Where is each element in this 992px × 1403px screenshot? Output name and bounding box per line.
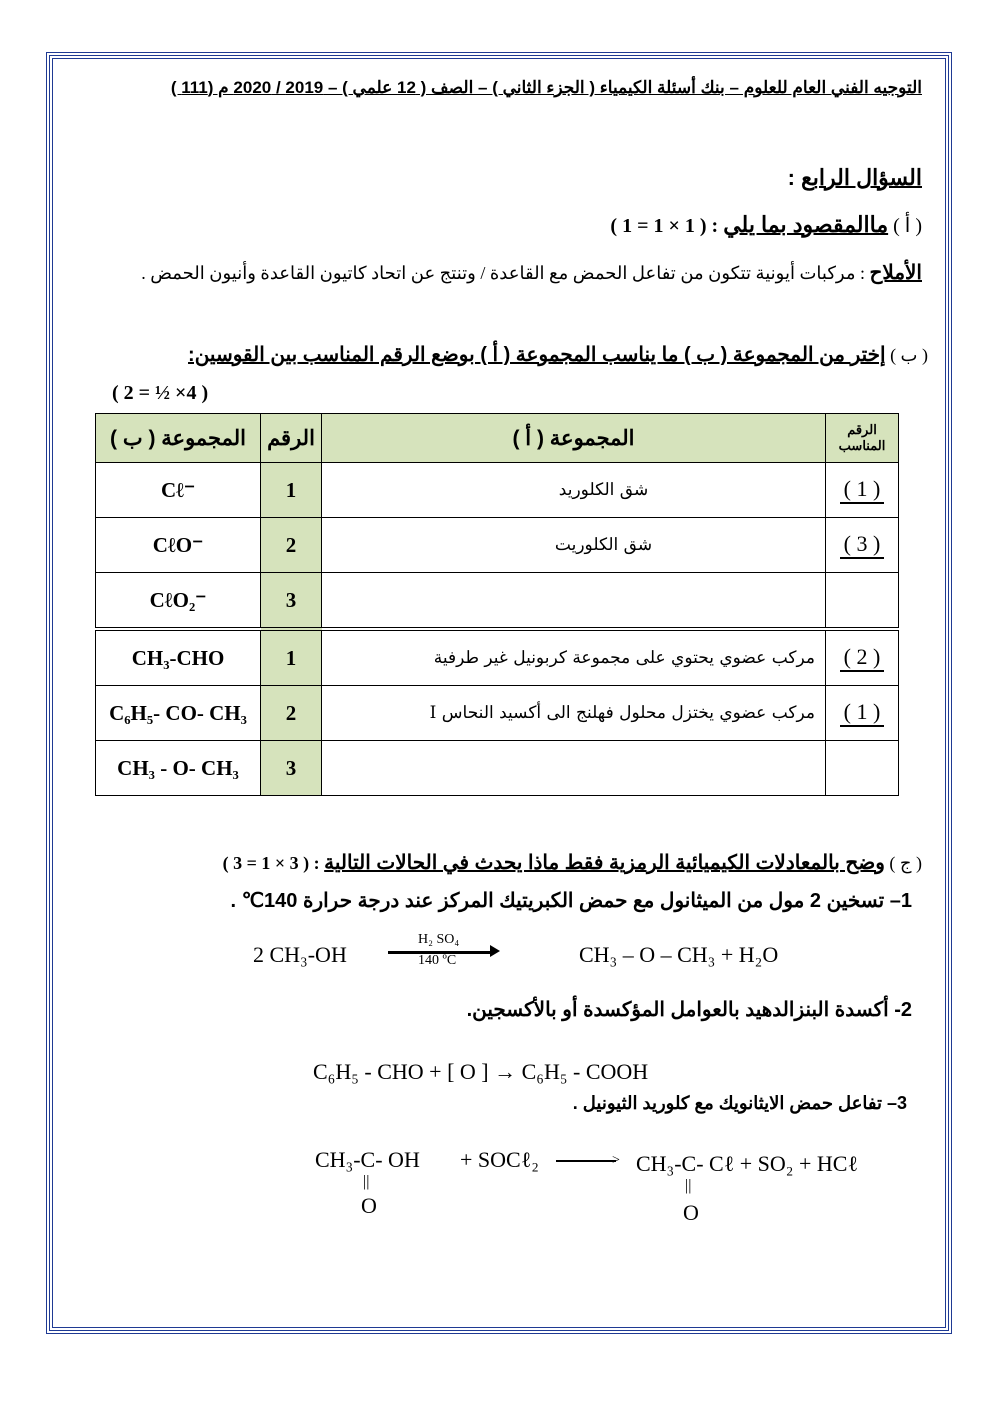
row-number: 1 [261,629,322,686]
eq3-reagent: + SOCℓ₂ [460,1147,539,1172]
description: شق الكلوريد [322,463,826,518]
carbonyl-oxygen: O [361,1193,377,1218]
table-header-row [96,414,899,463]
arrow-head-icon: > [612,1153,620,1168]
description: مركب عضوي يختزل محلول فهلنج الى أكسيد النحاس I [322,686,826,741]
answer: ( 1 ) [840,476,885,504]
item-2-text: 2- أكسدة البنزالدهيد بالعوامل المؤكسدة أو بالأكسجين. [466,999,912,1021]
header-number: الرقم [261,414,322,463]
item-3-text: 3– تفاعل حمض الايثانويك مع كلوريد الثيونيل . [572,1093,907,1113]
eq3-reactant: CH₃-C- OH [315,1147,420,1172]
table-row [96,629,899,686]
description [322,741,826,796]
formula: CℓO⁻ [96,518,261,573]
eq2: C₆H₅ - CHO + [ O ] → C₆H₅ - COOH [313,1059,649,1084]
part-a-answer: الأملاح : مركبات أيونية تتكون من تفاعل الحمض مع القاعدة / وتنتج عن اتحاد كاتيون القاعدة وأنيون الحمض . [141,262,922,284]
reaction-arrow [556,1160,616,1162]
row-number: 3 [261,741,322,796]
eq1-reactant: 2 CH₃-OH [253,942,347,967]
table-row [96,741,899,796]
formula: CH₃-CHO [96,629,261,686]
part-a-heading: ( أ ) ماالمقصود بما يلي : ( 1 × 1 = 1 ) [610,212,922,237]
answer: ( 1 ) [840,699,885,727]
formula: CℓO₂⁻ [96,573,261,630]
part-c-heading: ( ج ) وضح بالمعادلات الكيميائية الرمزية فقط ماذا يحدث في الحالات التالية : ( 3 × 1 = 3 ) [222,852,922,874]
part-b-marks: ( 2 = ½ ×4 ) [112,382,209,404]
eq3-product: CH₃-C- Cℓ + SO₂ + HCℓ [636,1151,858,1176]
double-bond: || [685,1177,692,1194]
formula: C₆H₅- CO- CH₃ [96,686,261,741]
table-row [96,518,899,573]
answer [826,573,899,630]
double-bond: || [363,1173,370,1190]
eq1-product: CH₃ – O – CH₃ + H₂O [579,942,779,967]
header-match: الرقم المناسب [826,414,899,463]
matching-table [95,413,899,796]
eq1-condition: 140 ºC [418,953,457,968]
answer: ( 3 ) [840,531,885,559]
item-1-text: 1– تسخين 2 مول من الميثانول مع حمض الكبريتيك المركز عند درجة حرارة 140℃ . [230,890,912,912]
header-group-a: المجموعة ( أ ) [322,414,826,463]
row-number: 1 [261,463,322,518]
row-number: 2 [261,686,322,741]
row-number: 2 [261,518,322,573]
carbonyl-oxygen: O [683,1200,699,1225]
description [322,573,826,630]
formula: CH₃ - O- CH₃ [96,741,261,796]
header-group-b: المجموعة ( ب ) [96,414,261,463]
answer [826,741,899,796]
description: شق الكلوريت [322,518,826,573]
table-row [96,686,899,741]
table-row [96,573,899,630]
arrow-head-icon [490,945,500,957]
formula: Cℓ⁻ [96,463,261,518]
part-b-heading: ( ب ) إختر من المجموعة ( ب ) ما يناسب المجموعة ( أ ) بوضع الرقم المناسب بين القوسين: [188,344,928,366]
description: مركب عضوي يحتوي على مجموعة كربونيل غير طرفية [322,629,826,686]
answer: ( 2 ) [840,644,885,672]
question-title: السؤال الرابع : [787,165,922,190]
page-header: التوجيه الفني العام للعلوم – بنك أسئلة الكيمياء ( الجزء الثاني ) – الصف ( 12 علمي ) – 2019 / 2020 م (111 ) [170,78,922,97]
row-number: 3 [261,573,322,630]
eq1-catalyst: H₂ SO₄ [418,932,460,947]
table-row [96,463,899,518]
